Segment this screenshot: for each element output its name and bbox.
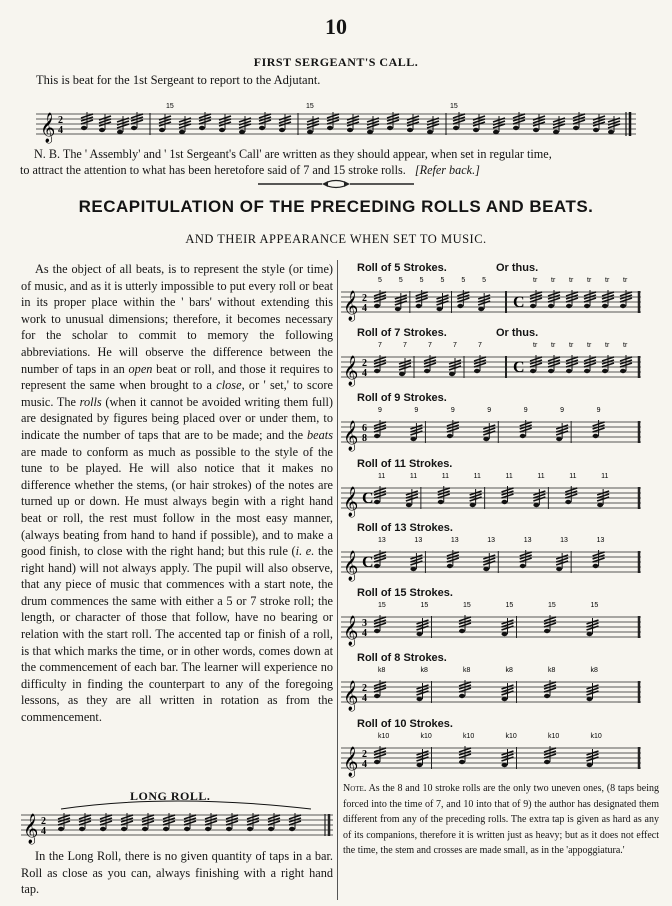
- roll-number: k10: [590, 733, 602, 740]
- roll-number: 15: [590, 602, 599, 609]
- roll-label: Roll of 11 Strokes.: [357, 458, 453, 470]
- roll-number: k8: [590, 667, 598, 674]
- roll-number: 13: [560, 537, 568, 544]
- column-divider: [337, 260, 338, 900]
- roll-note: [566, 290, 578, 308]
- roll-note: [159, 114, 171, 132]
- roll-note: [410, 423, 422, 441]
- roll-number: 5: [398, 277, 403, 284]
- roll-label: Roll of 9 Strokes.: [357, 392, 447, 404]
- time-signature: 8: [362, 433, 367, 444]
- roll-number: 5: [461, 277, 466, 284]
- treble-clef-icon: 𝄞: [343, 291, 359, 321]
- roll-note: [142, 813, 154, 831]
- recapitulation-title: RECAPITULATION OF THE PRECEDING ROLLS AND BEATS.: [78, 197, 594, 216]
- roll-note: [470, 489, 482, 507]
- roll-note: [374, 680, 386, 698]
- roll-note: [587, 618, 599, 636]
- roll-note: [417, 683, 429, 701]
- long-roll-staff: [21, 803, 333, 843]
- roll-note: [438, 486, 450, 504]
- treble-clef-icon: 𝄞: [40, 113, 56, 143]
- trill-mark: tr: [551, 342, 556, 349]
- roll-staff: [341, 599, 661, 645]
- trill-mark: tr: [569, 342, 574, 349]
- roll-number: 15: [463, 602, 471, 609]
- trill-mark: tr: [623, 342, 628, 349]
- time-signature: 4: [362, 693, 367, 704]
- nota-bene-line-1: N. B. The ' Assembly' and ' 1st Sergeant's Call' are written as they should appear, when set in regular time,: [34, 147, 552, 161]
- roll-note: [483, 423, 495, 441]
- trill-mark: tr: [587, 342, 592, 349]
- roll-note-group: [374, 602, 599, 638]
- roll-note: [602, 355, 614, 373]
- roll-note: [374, 355, 386, 373]
- roll-note: [544, 615, 556, 633]
- refer-back-note: [Refer back.]: [414, 163, 480, 177]
- roll-number: 13: [596, 537, 605, 544]
- first-sergeants-call-title: FIRST SERGEANT'S CALL.: [253, 55, 419, 69]
- roll-note: [100, 813, 112, 831]
- roll-note: [416, 290, 428, 308]
- roll-note: [593, 550, 605, 568]
- roll-note: [593, 420, 605, 438]
- common-time-icon: C: [513, 294, 525, 311]
- roll-note-group: [374, 537, 605, 573]
- roll-note: [247, 813, 259, 831]
- roll-note: [447, 420, 459, 438]
- roll-note: [184, 813, 196, 831]
- note-paragraph: [343, 781, 659, 859]
- recapitulation-subtitle: AND THEIR APPEARANCE WHEN SET TO MUSIC.: [185, 232, 487, 246]
- roll-note: [565, 486, 577, 504]
- roll-number: k10: [378, 733, 390, 740]
- roll-number: 11: [569, 473, 577, 480]
- roll-note: [205, 813, 217, 831]
- roll-note: [584, 290, 596, 308]
- body-italic-rolls: rolls: [79, 394, 102, 409]
- body-text-4: (when it cannot be avoided writing them full) are designated by figures being placed over or under them, to indicate the number of taps that are to be made; and the: [21, 394, 333, 442]
- roll-note: [520, 550, 532, 568]
- roll-note: [447, 550, 459, 568]
- roll-number: 15: [378, 602, 386, 609]
- roll-note: [483, 553, 495, 571]
- roll-note: [544, 746, 556, 764]
- treble-clef-icon: 𝄞: [343, 616, 359, 646]
- first-sergeants-call-intro: This is beat for the 1st Sergeant to report to the Adjutant.: [36, 73, 321, 87]
- roll-note: [424, 355, 436, 373]
- roll-note: [548, 290, 560, 308]
- time-signature: 2: [58, 115, 63, 126]
- roll-note: [417, 618, 429, 636]
- staff-lines: [36, 114, 636, 134]
- roll-note-group: [374, 342, 632, 378]
- time-signature: 3: [362, 618, 367, 629]
- roll-note: [289, 813, 301, 831]
- roll-number: 5: [482, 277, 487, 284]
- roll-staff: [341, 470, 661, 516]
- roll-note: [478, 293, 490, 311]
- note-appoggiatura: 'appoggiatura.': [566, 845, 625, 857]
- roll-note: [410, 553, 422, 571]
- trill-mark: tr: [587, 277, 592, 284]
- roll-number: 5: [419, 277, 424, 284]
- body-italic-close: close: [216, 378, 242, 393]
- recapitulation-body: [21, 261, 333, 726]
- roll-label: Roll of 5 Strokes.: [357, 262, 447, 274]
- roll-note: [548, 355, 560, 373]
- roll-number: 9: [560, 407, 565, 414]
- roll-number: 7: [478, 342, 482, 349]
- roll-number: 9: [378, 407, 382, 414]
- roll-label: Roll of 10 Strokes.: [357, 718, 453, 730]
- ornament-divider-icon: [0, 178, 672, 190]
- treble-clef-icon: 𝄞: [343, 356, 359, 386]
- roll-note: [347, 114, 359, 132]
- roll-number: k8: [378, 667, 386, 674]
- nota-bene-line-2: [20, 162, 656, 178]
- roll-number: k8: [420, 667, 428, 674]
- body-text-1: As the object of all beats, is to represent the style (or time) of music, and as it is utterly impossible to put every roll or beat in its proper place within the ' bars' without extending this work to unusual dimensions; therefore, it becomes necessary for the scholar to commit to memory the following abbreviations. He will observe the difference between the number of taps in an: [21, 262, 333, 376]
- roll-note: [268, 813, 280, 831]
- common-time-icon: C: [362, 490, 374, 507]
- roll-note: [453, 112, 465, 130]
- roll-note: [395, 293, 407, 311]
- trill-mark: tr: [533, 277, 538, 284]
- roll-note: [593, 114, 605, 132]
- roll-note: [399, 358, 411, 376]
- roll-number: k10: [505, 733, 517, 740]
- roll-note: [449, 358, 461, 376]
- roll-number: 15: [450, 103, 458, 110]
- time-signature: 4: [362, 759, 367, 770]
- page-number: 10: [325, 14, 347, 39]
- roll-note: [566, 355, 578, 373]
- roll-number: 15: [548, 602, 556, 609]
- roll-note: [259, 112, 271, 130]
- roll-note-group: [374, 473, 609, 509]
- roll-note: [457, 290, 469, 308]
- or-thus-label: Or thus.: [496, 262, 539, 274]
- common-time-icon: C: [362, 554, 374, 571]
- treble-clef-icon: 𝄞: [343, 551, 359, 581]
- roll-number: 11: [505, 473, 513, 480]
- body-text-6: the right hand) will not always apply. The pupil will also observe, that any piece of music that commences with a start note, the drum commences the same with either a 5 or 7 stroke roll; the length, or character of those that follow, have no bearing or relation with the start roll. The accented tap or finish of a roll, is that which marks the time, or in other words, comes down at the commencement of each bar. The learner will experience no difficulty in finding the counterpart to any of the foregoing lessons, as they are all written in rotation as from the commencement.: [21, 544, 333, 725]
- body-text-3: , or ' set,' to score music. The: [21, 378, 333, 409]
- roll-note: [587, 683, 599, 701]
- roll-number: 15: [166, 103, 174, 110]
- roll-staff: [341, 534, 661, 580]
- roll-note: [556, 553, 568, 571]
- roll-number: 15: [505, 602, 514, 609]
- roll-number: 13: [487, 537, 496, 544]
- treble-clef-icon: 𝄞: [23, 814, 39, 844]
- long-roll-title: LONG ROLL.: [130, 789, 211, 803]
- roll-label: Roll of 15 Strokes.: [357, 587, 453, 599]
- body-text-5: are made to conform as much as possible to the style of the tune to be played. He will also notice that it makes no difference whether the stems, (or hair strokes) of the notes are turned up or down. He must always begin with a right hand beat or roll, the rest must follow in the most easy manner, (always beating from hand to hand if possible), and to make a good finish, to close with the right hand; but this rule (: [21, 444, 333, 559]
- svg-text:2: 2: [41, 816, 46, 827]
- roll-note: [513, 112, 525, 130]
- roll-number: 7: [428, 342, 432, 349]
- slur-arc: [61, 801, 311, 809]
- time-signature: 4: [362, 303, 367, 314]
- roll-note: [406, 489, 418, 507]
- trill-mark: tr: [605, 277, 610, 284]
- common-time-icon: C: [513, 359, 525, 376]
- roll-note: [327, 112, 339, 130]
- roll-note: [502, 618, 514, 636]
- roll-note: [374, 550, 386, 568]
- svg-text:4: 4: [41, 826, 46, 837]
- roll-note: [544, 680, 556, 698]
- roll-number: k8: [463, 667, 471, 674]
- roll-number: 7: [453, 342, 457, 349]
- note-text: As the 8 and 10 stroke rolls are the only two uneven ones, (8 taps being forced into the time of 7, and 10 into that of 9) the author has designated them different from any of the preceding rolls. The extra tap is given as hard as any of its companions, therefore it is written just as heavy; but as it does not effect the time, the stem and crosses are made small, as in the: [343, 783, 659, 857]
- roll-note: [374, 615, 386, 633]
- roll-number: 5: [440, 277, 445, 284]
- roll-number: 11: [409, 473, 418, 480]
- time-signature: 6: [362, 423, 367, 434]
- roll-note: [131, 112, 143, 130]
- roll-label: Roll of 7 Strokes.: [357, 327, 447, 339]
- roll-staff: [341, 664, 661, 710]
- roll-note: [163, 813, 175, 831]
- roll-number: 11: [473, 473, 481, 480]
- roll-note: [219, 114, 231, 132]
- roll-note: [387, 112, 399, 130]
- roll-note: [573, 112, 585, 130]
- roll-note: [556, 423, 568, 441]
- roll-note: [597, 489, 609, 507]
- roll-note: [374, 420, 386, 438]
- trill-mark: tr: [533, 342, 538, 349]
- roll-note: [459, 680, 471, 698]
- roll-number: 11: [537, 473, 545, 480]
- time-signature: 2: [362, 358, 367, 369]
- roll-note-group: [374, 407, 605, 443]
- roll-number: k10: [548, 733, 560, 740]
- roll-note: [459, 615, 471, 633]
- roll-number: 11: [378, 473, 386, 480]
- roll-note: [81, 112, 93, 130]
- treble-clef-icon: 𝄞: [343, 747, 359, 777]
- roll-note: [226, 813, 238, 831]
- roll-note: [530, 355, 542, 373]
- roll-note: [417, 749, 429, 767]
- roll-number: 7: [403, 342, 407, 349]
- roll-number: 13: [450, 537, 459, 544]
- time-signature: 2: [362, 683, 367, 694]
- first-sergeants-call-note-group: [81, 112, 620, 134]
- roll-number: 9: [450, 407, 455, 414]
- body-text-2: beat or roll, and those it requires to represent the same when brought to a: [21, 361, 333, 393]
- roll-note: [530, 290, 542, 308]
- roll-number: 11: [441, 473, 450, 480]
- first-sergeants-call-staff: [36, 100, 636, 142]
- treble-clef-icon: 𝄞: [343, 421, 359, 451]
- roll-note: [374, 290, 386, 308]
- roll-note: [502, 683, 514, 701]
- roll-note-group: [374, 667, 599, 703]
- roll-number: 9: [596, 407, 601, 414]
- roll-note: [58, 813, 70, 831]
- roll-note: [459, 746, 471, 764]
- roll-note-group: [374, 733, 602, 769]
- nota-bene-line-2-text: to attract the attention to what has been heretofore said of 7 and 15 stroke rolls.: [20, 163, 406, 177]
- roll-note: [502, 749, 514, 767]
- roll-number: 9: [414, 407, 419, 414]
- roll-note-group: [374, 277, 632, 313]
- roll-number: k8: [505, 667, 513, 674]
- time-signature: 2: [362, 293, 367, 304]
- roll-number: k10: [463, 733, 475, 740]
- or-thus-label: Or thus.: [496, 327, 539, 339]
- roll-note: [520, 420, 532, 438]
- trill-mark: tr: [551, 277, 556, 284]
- time-signature: 2: [362, 749, 367, 760]
- roll-note: [79, 813, 91, 831]
- roll-note: [474, 355, 486, 373]
- roll-note: [502, 486, 514, 504]
- roll-note: [584, 355, 596, 373]
- roll-number: 13: [378, 537, 386, 544]
- roll-note: [199, 112, 211, 130]
- roll-note: [99, 114, 111, 132]
- roll-note: [533, 114, 545, 132]
- roll-note: [533, 489, 545, 507]
- svg-text:4: 4: [58, 125, 63, 136]
- roll-number: 5: [378, 277, 382, 284]
- roll-number: 13: [523, 537, 532, 544]
- roll-label: Roll of 13 Strokes.: [357, 522, 453, 534]
- roll-staff: [341, 274, 661, 320]
- roll-number: k8: [548, 667, 556, 674]
- roll-note: [587, 749, 599, 767]
- first-sergeants-call-roll-numbers: [166, 103, 458, 110]
- roll-note: [374, 486, 386, 504]
- roll-note: [620, 290, 632, 308]
- roll-note: [279, 114, 291, 132]
- roll-number: 15: [306, 103, 314, 110]
- trill-mark: tr: [623, 277, 628, 284]
- roll-note: [407, 114, 419, 132]
- trill-mark: tr: [605, 342, 610, 349]
- treble-clef-icon: 𝄞: [343, 487, 359, 517]
- roll-number: 7: [378, 342, 382, 349]
- body-italic-open: open: [128, 361, 153, 376]
- roll-note: [602, 290, 614, 308]
- roll-number: 9: [487, 407, 492, 414]
- time-signature: 4: [362, 628, 367, 639]
- body-italic-beats: beats: [307, 427, 333, 442]
- roll-number: k10: [420, 733, 432, 740]
- roll-label: Roll of 8 Strokes.: [357, 652, 447, 664]
- time-signature: 4: [362, 368, 367, 379]
- treble-clef-icon: 𝄞: [343, 681, 359, 711]
- roll-number: 13: [414, 537, 423, 544]
- roll-number: 15: [420, 602, 429, 609]
- roll-staff: [341, 730, 661, 776]
- roll-number: 9: [523, 407, 528, 414]
- note-head: Note.: [343, 783, 367, 794]
- roll-note: [620, 355, 632, 373]
- roll-note: [437, 293, 449, 311]
- roll-note: [473, 114, 485, 132]
- long-roll-text: In the Long Roll, there is no given quantity of taps in a bar. Roll as close as you can, always finishing with a right hand tap.: [21, 849, 333, 897]
- roll-note: [121, 813, 133, 831]
- long-roll-note-group: [58, 801, 311, 831]
- body-italic-ie: i. e.: [295, 544, 315, 559]
- roll-note: [374, 746, 386, 764]
- trill-mark: tr: [569, 277, 574, 284]
- roll-number: 11: [601, 473, 609, 480]
- nota-bene: [20, 146, 656, 178]
- roll-staff: [341, 404, 661, 450]
- roll-staff: [341, 339, 661, 385]
